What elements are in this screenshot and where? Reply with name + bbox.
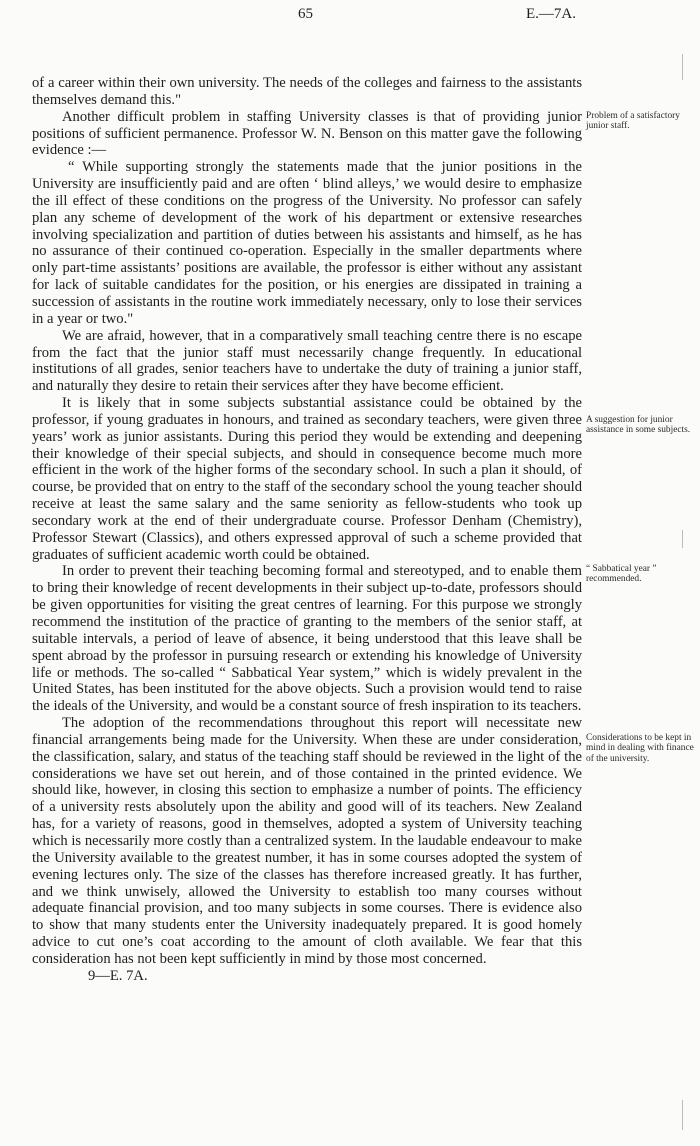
margin-mark <box>682 530 683 548</box>
paragraph-finance: The adoption of the recommendations throughout this report will necessitate new financial arrangements being made for the University. When these are under consideration, the classification, salary, and status of the teaching staff should be reviewed in the light of the considerations we have set out herein, and of those contained in the printed evidence. We should like, however, in closing this section to emphasize a number of points. The efficiency of a university rests absolutely upon the ability and good will of its teachers. New Zealand has, for a variety of reasons, good in themselves, adopted a system of University teaching which is necessarily more costly than a centralized system. In the laudable endeavour to make the University available to the greatest number, it has in some courses adopted the system of evening lectures only. The size of the classes has therefore increased greatly. It has further, and we think unwisely, allowed the University to establish too many courses without adequate financial provision, and too many subjects in some courses. There is evidence also to show that many students enter the University inadequately prepared. It is good homely advice to cut one’s coat according to the amount of cloth available. We fear that this consideration has not been kept sufficiently in mind by those most concerned. <box>32 715 582 967</box>
body-text <box>32 75 582 985</box>
paragraph-junior-positions: Another difficult problem in staffing University classes is that of providing junior positions of sufficient permanence. Professor W. N. Benson on this matter gave the following evidence :— <box>32 108 582 159</box>
paragraph-continuation: of a career within their own university. The needs of the colleges and fairness to the assistants themselves demand this." <box>32 75 582 108</box>
paragraph-benson-evidence: “ While supporting strongly the statements made that the junior positions in the University are insufficiently paid and are often ‘ blind alleys,’ we would desire to emphasize the ill effect of these conditions on the progress of the University. No professor can safely plan any scheme of development of the work of his department or extensive researches involving specialization and partition of duties between his assistants and himself, as he has no assurance of their continued co-operation. Especially in the smaller departments where only part-time assistants’ positions are available, the professor is either without any assistant for lack of suitable candidates for the position, or his energies are dissipated in training a succession of assistants in the routine work immediately necessary, only to lose their services in a year or two." <box>32 159 582 327</box>
document-reference: E.—7A. <box>526 6 576 22</box>
signature-reference: 9—E. 7A. <box>88 967 148 984</box>
side-note-junior-assistance: A suggestion for junior assistance in some subjects. <box>586 415 691 436</box>
page-header <box>0 6 700 28</box>
paragraph-junior-staff: We are afraid, however, that in a comparatively small teaching centre there is no escape from the fact that the junior staff must necessarily change frequently. In educational institutions of all grades, senior teachers have to undertake the duty of training a junior staff, and naturally they desire to retain their services after they have become efficient. <box>32 327 582 395</box>
side-note-sabbatical: “ Sabbatical year ” recommended. <box>586 564 657 585</box>
side-note-junior-staff: Problem of a satisfactory junior staff. <box>586 111 680 132</box>
paragraph-sabbatical: In order to prevent their teaching becoming formal and stereotyped, and to enable them to bring their knowledge of recent developments in their subject up-to-date, professors should be given opportunities for visiting the great centres of learning. For this purpose we strongly recommend the institution of the practice of granting to the members of the senior staff, at suitable intervals, a period of leave of absence, it being understood that this leave shall be spent abroad by the professor in pursuing research or extending his knowledge of University life or methods. The so-called “ Sabbatical Year system,” which is widely prevalent in the United States, has been instituted for the above objects. Such a provision would tend to raise the ideals of the University, and would be a constant source of fresh inspiration to its teachers. <box>32 563 582 715</box>
margin-mark <box>682 54 683 80</box>
margin-mark <box>682 1100 683 1130</box>
side-note-finance: Considerations to be kept in mind in dealing with finance of the university. <box>586 733 694 764</box>
page-number: 65 <box>298 6 313 22</box>
paragraph-junior-assistance: It is likely that in some subjects substantial assistance could be obtained by the professor, if young graduates in honours, and trained as secondary teachers, were given three years’ work as junior assistants. During this period they would be extending and deepening their knowledge of their special subjects, and should in consequence become much more efficient in the work of the higher forms of the secondary school. In such a plan it should, of course, be provided that on entry to the staff of the secondary school the young teacher should receive at least the same salary and the same seniority as fellow-students who took up secondary work at the end of their undergraduate course. Professor Denham (Chemistry), Professor Stewart (Classics), and others expressed approval of such a scheme provided that graduates of sufficient academic worth could be obtained. <box>32 395 582 563</box>
